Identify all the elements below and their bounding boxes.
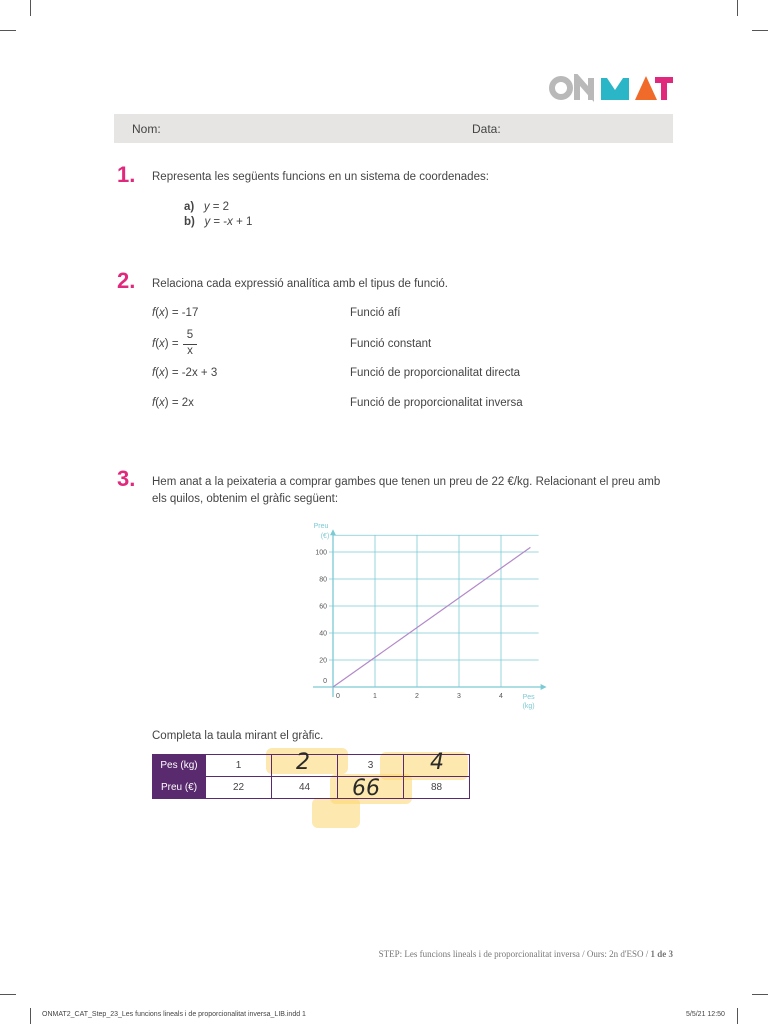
item-expression-tail: + 1 bbox=[232, 216, 253, 228]
expression-2: f(x) = bbox=[152, 338, 179, 350]
question-number: 1. bbox=[117, 162, 136, 187]
row-header: Preu (€) bbox=[153, 777, 206, 799]
name-label: Nom: bbox=[132, 122, 161, 136]
date-label: Data: bbox=[472, 122, 501, 136]
file-date: 5/5/21 12:50 bbox=[686, 1011, 725, 1018]
page-number: 1 de 3 bbox=[650, 949, 673, 959]
question-number: 3. bbox=[117, 466, 136, 491]
var-y: y bbox=[203, 201, 210, 213]
y-tick-label: 60 bbox=[319, 603, 327, 611]
function-type: Funció de proporcionalitat inversa bbox=[350, 397, 523, 409]
table-cell[interactable]: 88 bbox=[404, 777, 470, 799]
handwritten-answer: 4 bbox=[430, 750, 444, 775]
fraction-numerator: 5 bbox=[186, 329, 194, 341]
table-prompt: Completa la taula mirant el gràfic. bbox=[152, 730, 324, 742]
crop-mark bbox=[30, 0, 31, 16]
question-prompt: Hem anat a la peixateria a comprar gambes que tenen un preu de 22 €/kg. Relacionant el preu amb els quilos, obtenim el gràfic següent: bbox=[152, 476, 661, 505]
expression-4: f(x) = 2x bbox=[152, 397, 194, 409]
function-type: Funció constant bbox=[350, 338, 432, 350]
row-header: Pes (kg) bbox=[153, 755, 206, 777]
x-axis-label: Pes bbox=[522, 694, 535, 701]
question-number: 2. bbox=[117, 268, 136, 293]
x-axis-arrow bbox=[541, 684, 547, 690]
list-item bbox=[184, 216, 252, 228]
crop-mark bbox=[737, 1008, 738, 1024]
y-tick-label: 20 bbox=[319, 657, 327, 665]
y-axis-unit: (€) bbox=[320, 533, 330, 540]
y-tick-label: 100 bbox=[315, 549, 327, 557]
function-type: Funció de proporcionalitat directa bbox=[350, 367, 521, 379]
x-axis-unit: (kg) bbox=[522, 703, 535, 710]
y-axis-label: Preu bbox=[313, 523, 329, 530]
file-slug: ONMAT2_CAT_Step_23_Les funcions lineals i de proporcionalitat inversa_LIB.indd 1 bbox=[42, 1011, 306, 1018]
name-date-bar bbox=[114, 114, 673, 143]
crop-mark bbox=[752, 994, 768, 995]
data-table bbox=[152, 754, 470, 799]
crop-mark bbox=[30, 1008, 31, 1024]
footer-text: STEP: Les funcions lineals i de proporcionalitat inversa / Ours: 2n d'ESO / bbox=[378, 949, 651, 959]
item-expression: = 2 bbox=[209, 201, 230, 213]
expression-3: f(x) = -2x + 3 bbox=[152, 367, 218, 379]
handwritten-answer: 2 bbox=[296, 750, 310, 775]
crop-mark bbox=[737, 0, 738, 16]
page-footer bbox=[360, 949, 673, 959]
question-prompt: Relaciona cada expressió analítica amb el tipus de funció. bbox=[152, 278, 448, 290]
question-prompt: Representa les següents funcions en un sistema de coordenades: bbox=[152, 171, 489, 183]
x-tick-label: 3 bbox=[457, 693, 461, 700]
x-tick-label: 4 bbox=[499, 693, 503, 700]
x-tick-label: 2 bbox=[415, 693, 419, 700]
table-row bbox=[153, 777, 470, 799]
y-tick-label: 80 bbox=[319, 576, 327, 584]
crop-mark bbox=[0, 30, 16, 31]
table-cell[interactable]: 1 bbox=[206, 755, 272, 777]
list-item bbox=[184, 201, 229, 213]
x-tick-label: 1 bbox=[373, 693, 377, 700]
y-tick-label: 0 bbox=[323, 678, 327, 685]
item-letter: b) bbox=[184, 216, 195, 228]
y-axis-arrow bbox=[330, 529, 336, 535]
fraction-denominator: x bbox=[187, 345, 193, 357]
crop-mark bbox=[0, 994, 16, 995]
item-expression: = - bbox=[210, 216, 228, 228]
price-weight-chart bbox=[300, 515, 560, 715]
function-type: Funció afí bbox=[350, 307, 401, 319]
var-x: x bbox=[227, 216, 233, 228]
highlighter-mark bbox=[312, 798, 360, 828]
table-cell[interactable]: 3 bbox=[338, 755, 404, 777]
table-row bbox=[153, 755, 470, 777]
onmat-logo bbox=[549, 74, 673, 102]
item-letter: a) bbox=[184, 201, 195, 213]
expression-1: f(x) = -17 bbox=[152, 307, 199, 319]
table-cell[interactable]: 44 bbox=[272, 777, 338, 799]
crop-mark bbox=[752, 30, 768, 31]
var-y: y bbox=[204, 216, 211, 228]
y-tick-label: 40 bbox=[319, 630, 327, 638]
table-cell[interactable]: 22 bbox=[206, 777, 272, 799]
x-tick-label: 0 bbox=[336, 693, 340, 700]
handwritten-answer: 66 bbox=[352, 776, 380, 801]
